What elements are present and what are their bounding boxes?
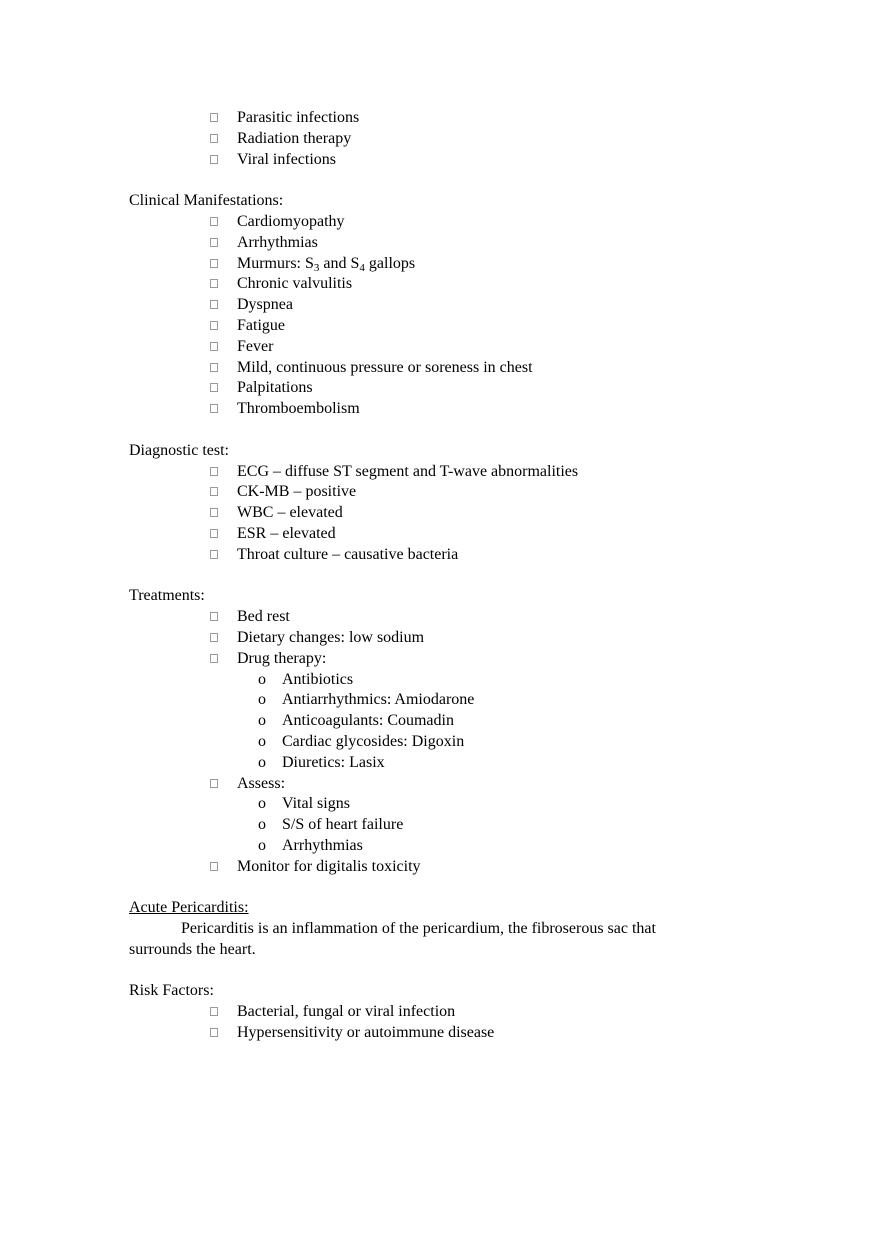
list-item: Viral infections [129, 150, 769, 171]
sub-list-item: o Antiarrhythmics: Amiodarone [129, 690, 769, 711]
sub-list-item: o S/S of heart failure [129, 815, 769, 836]
list-item: WBC – elevated [129, 503, 769, 524]
list-item: Fatigue [129, 316, 769, 337]
sub-bullet-marker: o [258, 691, 266, 709]
paragraph-line: surrounds the heart. [129, 940, 256, 958]
bullet-box-icon [210, 487, 218, 496]
paragraph-line: Pericarditis is an inflammation of the pericardium, the fibroserous sac that [181, 920, 656, 938]
list-item: ECG – diffuse ST segment and T-wave abnormalities [129, 462, 769, 483]
spacer [129, 566, 769, 587]
sub-list-item: o Anticoagulants: Coumadin [129, 711, 769, 732]
list-item: Cardiomyopathy [129, 212, 769, 233]
bullet-box-icon [210, 779, 218, 788]
sub-list-item: o Antibiotics [129, 670, 769, 691]
section-heading-risk-factors: Risk Factors: [129, 982, 214, 1000]
list-item: Bacterial, fungal or viral infection [129, 1002, 769, 1023]
list-item: Parasitic infections [129, 108, 769, 129]
spacer [129, 877, 769, 898]
list-item: Monitor for digitalis toxicity [129, 857, 769, 878]
list-item: Dietary changes: low sodium [129, 628, 769, 649]
section-heading-clinical-manifestations: Clinical Manifestations: [129, 192, 284, 210]
section-heading-treatments: Treatments: [129, 587, 205, 605]
section-heading-acute-pericarditis: Acute Pericarditis: [129, 899, 249, 917]
bullet-box-icon [210, 342, 218, 351]
list-item-drug-therapy: Drug therapy: [129, 649, 769, 670]
sub-bullet-marker: o [258, 816, 266, 834]
bullet-box-icon [210, 654, 218, 663]
list-item: Palpitations [129, 378, 769, 399]
list-item: Hypersensitivity or autoimmune disease [129, 1023, 769, 1044]
document-body [129, 108, 769, 1044]
bullet-box-icon [210, 404, 218, 413]
bullet-box-icon [210, 1007, 218, 1016]
list-item: Radiation therapy [129, 129, 769, 150]
list-item: ESR – elevated [129, 524, 769, 545]
bullet-box-icon [210, 363, 218, 372]
bullet-box-icon [210, 633, 218, 642]
bullet-box-icon [210, 529, 218, 538]
bullet-box-icon [210, 155, 218, 164]
spacer [129, 170, 769, 191]
list-item: Dyspnea [129, 295, 769, 316]
sub-bullet-marker: o [258, 753, 266, 771]
bullet-box-icon [210, 550, 218, 559]
bullet-box-icon [210, 862, 218, 871]
bullet-box-icon [210, 259, 218, 268]
list-item: Fever [129, 337, 769, 358]
bullet-box-icon [210, 113, 218, 122]
sub-bullet-marker: o [258, 836, 266, 854]
bullet-box-icon [210, 134, 218, 143]
sub-list-item: o Vital signs [129, 794, 769, 815]
bullet-box-icon [210, 1028, 218, 1037]
bullet-box-icon [210, 467, 218, 476]
section-heading-diagnostic-test: Diagnostic test: [129, 441, 229, 459]
bullet-box-icon [210, 612, 218, 621]
bullet-box-icon [210, 238, 218, 247]
spacer [129, 961, 769, 982]
sub-bullet-marker: o [258, 670, 266, 688]
list-item: Arrhythmias [129, 233, 769, 254]
list-item: CK-MB – positive [129, 482, 769, 503]
bullet-box-icon [210, 217, 218, 226]
bullet-box-icon [210, 383, 218, 392]
bullet-box-icon [210, 300, 218, 309]
bullet-box-icon [210, 279, 218, 288]
list-item-murmurs: Murmurs: $S_3$ and $S_4$ gallops [129, 254, 769, 275]
list-item: Throat culture – causative bacteria [129, 545, 769, 566]
list-item: Mild, continuous pressure or soreness in chest [129, 358, 769, 379]
list-item-assess: Assess: [129, 774, 769, 795]
sub-list-item: o Cardiac glycosides: Digoxin [129, 732, 769, 753]
bullet-box-icon [210, 321, 218, 330]
sub-bullet-marker: o [258, 732, 266, 750]
list-item: Chronic valvulitis [129, 274, 769, 295]
sub-list-item: o Diuretics: Lasix [129, 753, 769, 774]
list-item: Bed rest [129, 607, 769, 628]
sub-bullet-marker: o [258, 712, 266, 730]
bullet-box-icon [210, 508, 218, 517]
sub-list-item: o Arrhythmias [129, 836, 769, 857]
list-item: Thromboembolism [129, 399, 769, 420]
sub-bullet-marker: o [258, 795, 266, 813]
spacer [129, 420, 769, 441]
